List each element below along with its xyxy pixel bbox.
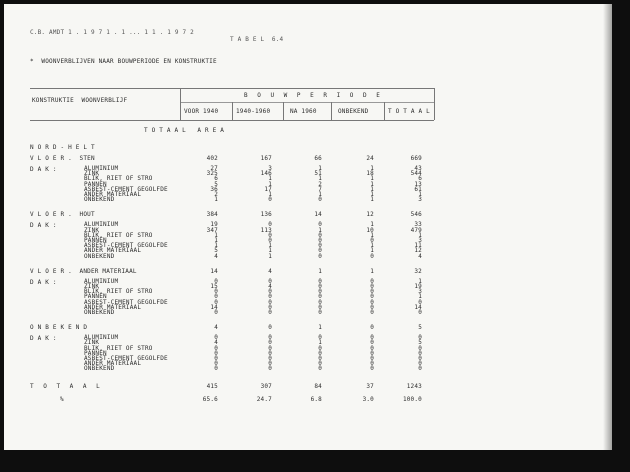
page-edge-shadow xyxy=(603,4,612,450)
sub-row-value: 4 xyxy=(214,339,218,347)
sub-row-label: ALUMINIUM xyxy=(84,334,119,342)
block-value: 0 xyxy=(268,324,272,332)
sub-row-value: 0 xyxy=(370,365,374,373)
dak-label: D A K : xyxy=(30,335,57,343)
sub-row-value: 1 xyxy=(370,185,374,193)
percent-value: 6.8 xyxy=(310,395,322,403)
sub-row-value: 0 xyxy=(318,247,322,255)
sub-row-value: 0 xyxy=(370,252,374,260)
sub-row-value: 0 xyxy=(214,349,218,357)
sub-row-value: 0 xyxy=(318,252,322,260)
sub-row-value: 5 xyxy=(418,339,422,347)
sub-row-value: 0 xyxy=(268,355,272,362)
sub-row-value: 27 xyxy=(210,165,218,172)
sub-row-label: BLIK, RIET OF STRO xyxy=(84,344,153,352)
sub-row-label: PANNEN xyxy=(84,349,107,357)
table-subtitle: * WOONVERBLIJVEN NAAR BOUWPERIODE EN KONSTRUKTIE xyxy=(30,58,217,65)
sub-row-value: 12 xyxy=(414,247,422,255)
sub-row-value: 0 xyxy=(268,339,272,347)
block-value: 66 xyxy=(314,155,322,162)
sub-row-value: 0 xyxy=(318,277,322,285)
sub-row-value: 1 xyxy=(214,242,218,250)
sub-row-value: 0 xyxy=(418,365,422,373)
sub-row-label: PANNEN xyxy=(84,293,107,301)
sub-row-value: 15 xyxy=(210,283,218,290)
sub-row-label: ONBEKEND xyxy=(84,252,115,260)
sub-row-value: 1 xyxy=(370,180,374,188)
percent-value: 3.0 xyxy=(362,395,374,403)
sub-row-value: 0 xyxy=(318,360,322,368)
sub-row-value: 0 xyxy=(318,349,322,357)
percent-value: 24.7 xyxy=(256,395,272,403)
sub-row-value: 1 xyxy=(214,237,218,244)
block-value: 136 xyxy=(260,211,272,219)
sub-row-value: 3 xyxy=(268,165,272,172)
sub-row-value: 0 xyxy=(370,355,374,362)
sub-row-value: 18 xyxy=(366,170,374,178)
sub-row-value: 1 xyxy=(268,180,272,188)
sub-row-value: 0 xyxy=(418,360,422,368)
sub-row-label: BLIK, RIET OF STRO xyxy=(84,175,153,183)
sub-row-value: 3 xyxy=(418,196,422,204)
sub-row-value: 1 xyxy=(268,175,272,183)
sub-row-value: 1 xyxy=(370,247,374,255)
sub-row-value: 4 xyxy=(268,283,272,290)
sub-row-label: ZINK xyxy=(84,170,100,178)
sub-row-value: 0 xyxy=(268,277,272,285)
sub-row-value: 0 xyxy=(418,349,422,357)
sub-row-label: ANDER MATERIAAL xyxy=(84,303,142,311)
sub-row-value: 0 xyxy=(214,293,218,301)
sub-row-value: 0 xyxy=(370,288,374,296)
sub-row-value: 0 xyxy=(214,334,218,342)
sub-row-label: ZINK xyxy=(84,226,100,234)
sub-row-value: 0 xyxy=(268,293,272,301)
sub-row-label: ASBEST-CEMENT GEGOLFDE xyxy=(84,185,168,193)
totaal-value: 307 xyxy=(260,382,272,390)
sub-row-value: 0 xyxy=(418,334,422,342)
sub-row-value: 17 xyxy=(264,185,272,193)
block-value: 24 xyxy=(366,155,374,162)
sub-row-value: 4 xyxy=(418,252,422,260)
percent-value: 65.6 xyxy=(202,395,218,403)
sub-row-value: 1 xyxy=(318,191,322,198)
sub-row-value: 2 xyxy=(318,180,322,188)
sub-row-label: ASBEST-CEMENT GEGOLFDE xyxy=(84,298,168,306)
block-value: 4 xyxy=(268,267,272,275)
header-rule-bottom xyxy=(30,120,434,121)
sub-row-value: 19 xyxy=(210,221,218,229)
sub-row-value: 0 xyxy=(418,298,422,306)
sub-row-label: ASBEST-CEMENT GEGOLFDE xyxy=(84,355,168,362)
sub-row-value: 0 xyxy=(268,196,272,204)
sub-row-value: 1 xyxy=(370,175,374,183)
sub-row-value: 0 xyxy=(268,237,272,244)
sub-row-value: 0 xyxy=(214,288,218,296)
sub-row-value: 0 xyxy=(214,360,218,368)
totaal-label: T O T A A L xyxy=(30,382,103,390)
block-value: 1 xyxy=(318,267,322,275)
block-value: 402 xyxy=(206,155,218,162)
sub-row-value: 0 xyxy=(370,360,374,368)
sub-row-value: 0 xyxy=(268,365,272,373)
sub-row-value: 6 xyxy=(214,175,218,183)
sub-row-value: 146 xyxy=(260,170,272,178)
sub-row-value: 1 xyxy=(370,165,374,172)
sub-row-value: 1 xyxy=(268,252,272,260)
sub-row-value: 14 xyxy=(210,303,218,311)
sub-row-label: ONBEKEND xyxy=(84,309,115,316)
sub-row-value: 0 xyxy=(318,298,322,306)
sub-row-value: 0 xyxy=(318,242,322,250)
sub-row-value: 0 xyxy=(418,309,422,316)
sub-row-value: 0 xyxy=(214,277,218,285)
block-value: 0 xyxy=(370,324,374,332)
sub-row-value: 0 xyxy=(318,344,322,352)
sub-row-value: 1 xyxy=(268,242,272,250)
sub-row-value: 11 xyxy=(414,242,422,250)
sub-row-label: PANNEN xyxy=(84,237,107,244)
sub-row-value: 0 xyxy=(214,365,218,373)
sub-row-value: 33 xyxy=(414,221,422,229)
sub-row-value: 1 xyxy=(370,242,374,250)
sub-row-value: 5 xyxy=(214,247,218,255)
sub-row-value: 0 xyxy=(268,349,272,357)
sub-row-value: 0 xyxy=(370,303,374,311)
totaal-value: 84 xyxy=(314,382,322,390)
group-header: B O U W P E R I O D E xyxy=(244,92,383,99)
area-label: N O R D - H E L T xyxy=(30,144,95,151)
dak-label: D A K : xyxy=(30,278,57,286)
scanned-page xyxy=(4,4,612,450)
sub-row-value: 0 xyxy=(370,298,374,306)
sub-row-value: 3 xyxy=(418,237,422,244)
block-value: 1 xyxy=(370,267,374,275)
sub-row-value: 1 xyxy=(318,165,322,172)
sub-row-value: 3 xyxy=(418,288,422,296)
col-header-totaal: T O T A A L xyxy=(388,108,430,115)
sub-row-value: 1 xyxy=(370,221,374,229)
sub-row-value: 6 xyxy=(418,175,422,183)
sub-row-value: 0 xyxy=(318,231,322,239)
block-label: V L O E R . STEN xyxy=(30,155,95,162)
sub-row-label: ANDER MATERIAAL xyxy=(84,191,142,198)
sub-row-label: ZINK xyxy=(84,339,100,347)
sub-row-label: ONBEKEND xyxy=(84,196,115,204)
block-label: V L O E R . ANDER MATERIAAL xyxy=(30,267,137,275)
sub-row-value: 0 xyxy=(318,283,322,290)
col-sep-1 xyxy=(180,88,181,120)
dak-label: D A K : xyxy=(30,166,57,173)
block-value: 669 xyxy=(410,155,422,162)
sub-row-label: ONBEKEND xyxy=(84,365,115,373)
sub-row-value: 0 xyxy=(370,339,374,347)
sub-row-value: 13 xyxy=(414,180,422,188)
totaal-value: 1243 xyxy=(406,382,422,390)
sub-row-value: 0 xyxy=(268,334,272,342)
sub-row-value: 0 xyxy=(370,277,374,285)
sub-row-value: 51 xyxy=(314,170,322,178)
sub-row-value: 0 xyxy=(318,309,322,316)
block-value: 546 xyxy=(410,211,422,219)
sub-row-value: 0 xyxy=(268,309,272,316)
sub-row-value: 479 xyxy=(410,226,422,234)
block-label: O N B E K E N D xyxy=(30,324,88,332)
sub-row-value: 113 xyxy=(260,226,272,234)
col-header-voor-1940: VOOR 1940 xyxy=(184,108,219,115)
sub-row-value: 36 xyxy=(210,185,218,193)
sub-row-value: 0 xyxy=(268,288,272,296)
sub-row-label: PANNEN xyxy=(84,180,107,188)
sub-row-value: 0 xyxy=(318,355,322,362)
sub-row-value: 0 xyxy=(370,344,374,352)
sub-row-value: 1 xyxy=(268,191,272,198)
sub-row-label: ANDER MATERIAAL xyxy=(84,360,142,368)
sub-row-value: 0 xyxy=(370,334,374,342)
totaal-value: 37 xyxy=(366,382,374,390)
sub-row-value: 1 xyxy=(418,231,422,239)
block-value: 14 xyxy=(314,211,322,219)
sub-row-value: 1 xyxy=(370,191,374,198)
sub-row-label: ZINK xyxy=(84,283,100,290)
dak-label: D A K : xyxy=(30,222,57,230)
sub-row-value: 0 xyxy=(370,309,374,316)
total-area-heading: T O T A A L A R E A xyxy=(144,127,225,134)
sub-row-value: 1 xyxy=(370,196,374,204)
sub-row-value: 0 xyxy=(318,365,322,373)
col-header-onbekend: ONBEKEND xyxy=(338,108,369,115)
percent-label: % xyxy=(60,395,64,403)
sub-row-value: 1 xyxy=(370,231,374,239)
sub-row-value: 1 xyxy=(418,277,422,285)
col-sep-5 xyxy=(384,102,385,120)
sub-row-value: 61 xyxy=(414,185,422,193)
header-source-line: C.B. AMDT 1 . 1 9 7 1 . 1 ... 1 1 . 1 9 7 2 xyxy=(30,29,194,36)
sub-row-value: 0 xyxy=(268,231,272,239)
table-number: T A B E L 6.4 xyxy=(230,36,284,43)
sub-row-value: 0 xyxy=(318,303,322,311)
block-value: 4 xyxy=(214,324,218,332)
col-sep-4 xyxy=(331,102,332,120)
sub-row-value: 10 xyxy=(366,226,374,234)
sub-row-value: 19 xyxy=(414,283,422,290)
sub-row-value: 0 xyxy=(370,237,374,244)
sub-row-value: 0 xyxy=(318,237,322,244)
sub-row-value: 1 xyxy=(318,339,322,347)
sub-row-label: ANDER MATERIAAL xyxy=(84,247,142,255)
sub-row-value: 0 xyxy=(268,360,272,368)
sub-row-label: ALUMINIUM xyxy=(84,277,119,285)
sub-row-value: 1 xyxy=(268,247,272,255)
block-value: 5 xyxy=(418,324,422,332)
sub-row-value: 0 xyxy=(268,298,272,306)
sub-row-value: 544 xyxy=(410,170,422,178)
block-value: 1 xyxy=(318,324,322,332)
sub-row-value: 1 xyxy=(418,293,422,301)
sub-row-label: ASBEST-CEMENT GEGOLFDE xyxy=(84,242,168,250)
sub-row-value: 7 xyxy=(318,185,322,193)
col-header-1940-1960: 1940-1960 xyxy=(236,108,271,115)
sub-row-value: 1 xyxy=(418,191,422,198)
totaal-value: 415 xyxy=(206,382,218,390)
sub-row-value: 0 xyxy=(418,344,422,352)
sub-row-value: 0 xyxy=(318,221,322,229)
block-label: V L O E R . HOUT xyxy=(30,211,95,219)
sub-row-value: 0 xyxy=(268,344,272,352)
sub-row-value: 0 xyxy=(214,344,218,352)
header-rule-mid xyxy=(180,102,434,103)
sub-row-value: 0 xyxy=(418,355,422,362)
percent-value: 100.0 xyxy=(402,395,422,403)
block-value: 384 xyxy=(206,211,218,219)
sub-row-value: 347 xyxy=(206,226,218,234)
sub-row-value: 5 xyxy=(214,180,218,188)
block-value: 14 xyxy=(210,267,218,275)
sub-row-value: 4 xyxy=(214,252,218,260)
block-value: 12 xyxy=(366,211,374,219)
col-sep-2 xyxy=(232,102,233,120)
sub-row-label: ALUMINIUM xyxy=(84,165,119,172)
col-sep-3 xyxy=(283,102,284,120)
sub-row-value: 0 xyxy=(318,293,322,301)
sub-row-value: 0 xyxy=(318,288,322,296)
sub-row-value: 0 xyxy=(370,293,374,301)
col-sep-6 xyxy=(434,88,435,120)
sub-row-value: 1 xyxy=(318,175,322,183)
sub-row-value: 43 xyxy=(414,165,422,172)
sub-row-value: 14 xyxy=(414,303,422,311)
sub-row-value: 2 xyxy=(214,191,218,198)
sub-row-value: 0 xyxy=(214,309,218,316)
block-value: 167 xyxy=(260,155,272,162)
sub-row-value: 0 xyxy=(268,221,272,229)
sub-row-value: 0 xyxy=(268,303,272,311)
row-header-label: KONSTRUKTIE WOONVERBLIJF xyxy=(32,97,128,104)
sub-row-value: 0 xyxy=(318,334,322,342)
header-rule-top xyxy=(30,88,434,89)
sub-row-value: 0 xyxy=(214,298,218,306)
sub-row-value: 1 xyxy=(318,226,322,234)
sub-row-label: ALUMINIUM xyxy=(84,221,119,229)
sub-row-value: 0 xyxy=(370,349,374,357)
sub-row-value: 1 xyxy=(214,231,218,239)
block-value: 32 xyxy=(414,267,422,275)
sub-row-value: 325 xyxy=(206,170,218,178)
sub-row-value: 0 xyxy=(370,283,374,290)
sub-row-value: 0 xyxy=(318,196,322,204)
sub-row-label: BLIK, RIET OF STRO xyxy=(84,288,153,296)
sub-row-label: BLIK, RIET OF STRO xyxy=(84,231,153,239)
sub-row-value: 1 xyxy=(214,196,218,204)
sub-row-value: 0 xyxy=(214,355,218,362)
col-header-na-1960: NA 1960 xyxy=(290,108,317,115)
